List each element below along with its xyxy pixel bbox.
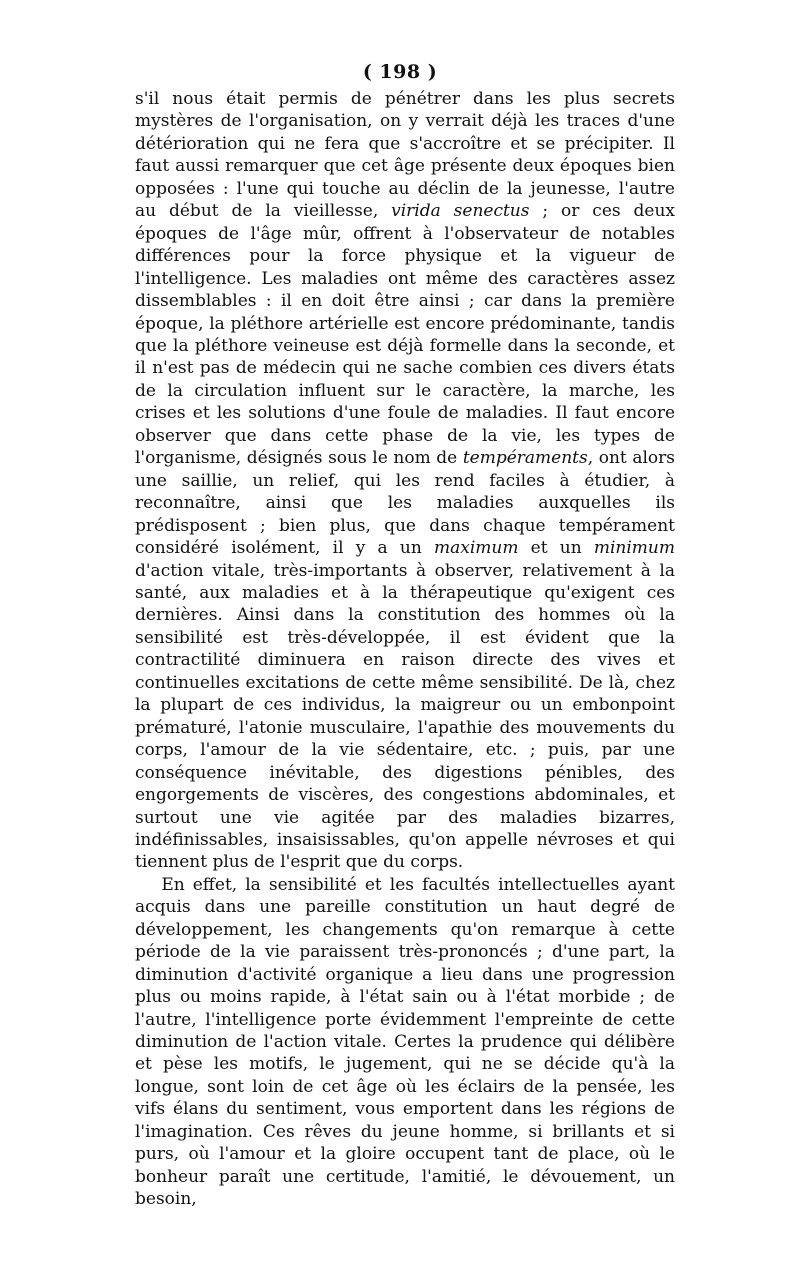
term-minimum: minimum — [593, 538, 675, 559]
paragraph-1: s'il nous était permis de pénétrer dans les plus secrets mystères de l'organisation, on y verrait déjà les traces d'une détérioration qui ne fera que s'accroître et se précipiter. Il faut aussi remarquer que cet âge présente deux époques bien opposées : l'une qui touche au déclin de la jeunesse, l'autre au début de la vieillesse, virida senectus ; or ces deux époques de l'âge mûr, offrent à l'observateur de notables différences pour la force physique et la vigueur de l'intelligence. Les maladies ont même des caractères assez dissemblables : il en doit être ainsi ; car dans la première époque, la pléthore artérielle est encore prédominante, tandis que la pléthore veineuse est déjà formelle dans la seconde, et il n'est pas de médecin qui ne sache combien ces divers états de la circulation influent sur le caractère, la marche, les crises et les solutions d'une foule de maladies. Il faut encore observer que dans cette phase de la vie, les types de l'organisme, désignés sous le nom de tempéraments, ont alors une saillie, un relief, qui les rend faciles à étudier, à reconnaître, ainsi que les maladies auxquelles ils prédisposent ; bien plus, que dans chaque tempérament considéré isolément, il y a un maximum et un minimum d'action vitale, très-importants à observer, relativement à la santé, aux maladies et à la thérapeutique qu'exigent ces dernières. Ainsi dans la constitution des hommes où la sensibilité est très-développée, il est évident que la contractilité diminuera en raison directe des vives et continuelles excitations de cette même sensibilité. De là, chez la plupart de ces individus, la maigreur ou un embonpoint prématuré, l'atonie musculaire, l'apathie des mouvements du corps, l'amour de la vie sédentaire, etc. ; puis, par une conséquence inévitable, des digestions pénibles, des engorgements de viscères, des congestions abdominales, et surtout une vie agitée par des maladies bizarres, indéfinissables, insaisissables, qu'on appelle névroses et qui tiennent plus de l'esprit que du corps. — [135, 89, 675, 873]
page-number: ( 198 ) — [362, 61, 438, 83]
latin-phrase-virida-senectus: virida senectus — [391, 201, 530, 222]
term-maximum: maximum — [433, 538, 519, 559]
body-text — [135, 88, 675, 1211]
term-temperaments: tempéraments — [462, 448, 588, 469]
paragraph-2: En effet, la sensibilité et les facultés intellectuelles ayant acquis dans une pareille constitution un haut degré de développement, les changements qu'on remarque à cette période de la vie paraissent très-prononcés ; d'une part, la diminution d'activité organique a lieu dans une progression plus ou moins rapide, à l'état sain ou à l'état morbide ; de l'autre, l'intelligence porte évidemment l'empreinte de cette diminution de l'action vitale. Certes la prudence qui délibère et pèse les motifs, le jugement, qui ne se décide qu'à la longue, sont loin de cet âge où les éclairs de la pensée, les vifs élans du sentiment, vous emportent dans les régions de l'imagination. Ces rêves du jeune homme, si brillants et si purs, où l'amour et la gloire occupent tant de place, où le bonheur paraît une certitude, l'amitié, le dévouement, un besoin, — [135, 874, 675, 1210]
